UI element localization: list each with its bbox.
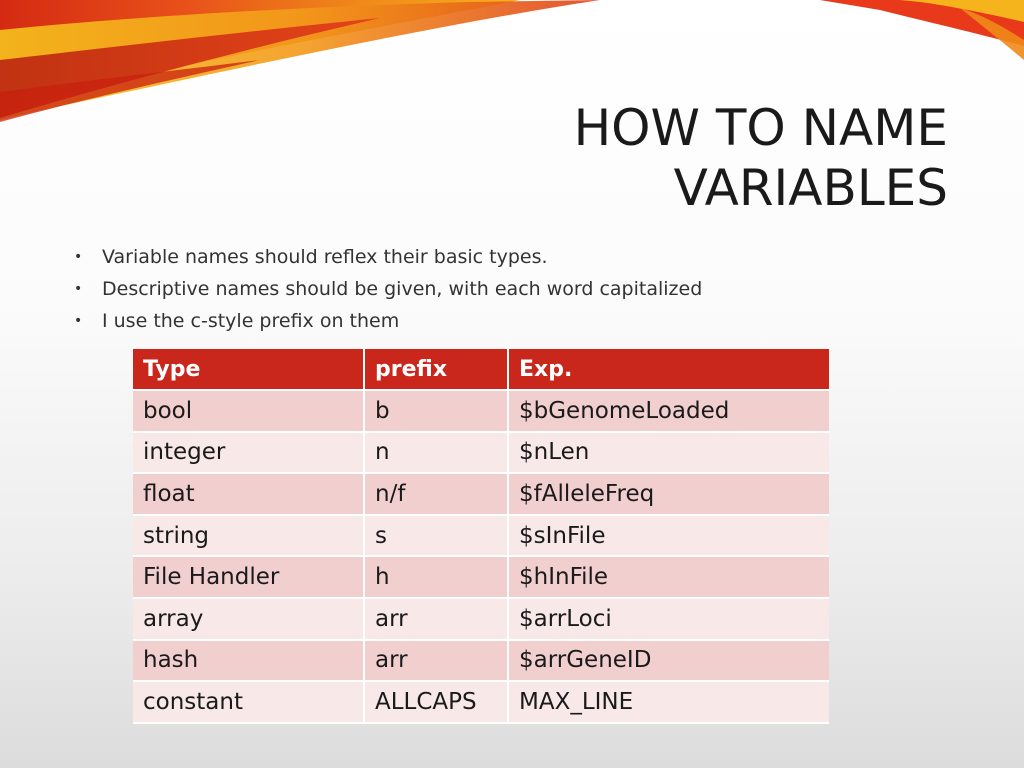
bullet-text: I use the c-style prefix on them — [102, 310, 400, 332]
table-row — [133, 599, 829, 641]
cell-example: $arrGeneID — [509, 641, 829, 683]
cell-prefix: ALLCAPS — [365, 682, 509, 724]
cell-type: bool — [133, 391, 365, 433]
cell-prefix: h — [365, 557, 509, 599]
bullet-dot-icon: • — [74, 281, 83, 297]
header-type: Type — [133, 349, 365, 391]
cell-example: $fAlleleFreq — [509, 474, 829, 516]
cell-prefix: n — [365, 433, 509, 475]
cell-type: float — [133, 474, 365, 516]
cell-prefix: arr — [365, 599, 509, 641]
bullet-dot-icon: • — [74, 313, 83, 329]
table-row — [133, 682, 829, 724]
bullet-text: Variable names should reflex their basic types. — [102, 246, 548, 268]
bullet-list — [74, 242, 702, 338]
title-line-2: VARIABLES — [673, 159, 948, 217]
cell-example: $bGenomeLoaded — [509, 391, 829, 433]
table-row — [133, 391, 829, 433]
cell-example: MAX_LINE — [509, 682, 829, 724]
table-header-row — [133, 349, 829, 391]
table-row — [133, 433, 829, 475]
cell-type: string — [133, 516, 365, 558]
table-row — [133, 516, 829, 558]
header-example: Exp. — [509, 349, 829, 391]
slide-title — [428, 98, 948, 218]
cell-prefix: b — [365, 391, 509, 433]
table-row — [133, 557, 829, 599]
cell-prefix: s — [365, 516, 509, 558]
table-row — [133, 474, 829, 516]
cell-type: constant — [133, 682, 365, 724]
header-prefix: prefix — [365, 349, 509, 391]
cell-type: array — [133, 599, 365, 641]
title-line-1: HOW TO NAME — [573, 99, 948, 157]
cell-example: $arrLoci — [509, 599, 829, 641]
bullet-dot-icon: • — [74, 249, 83, 265]
cell-type: hash — [133, 641, 365, 683]
cell-type: File Handler — [133, 557, 365, 599]
bullet-item — [74, 242, 702, 274]
cell-example: $hInFile — [509, 557, 829, 599]
cell-example: $sInFile — [509, 516, 829, 558]
bullet-item — [74, 274, 702, 306]
cell-type: integer — [133, 433, 365, 475]
cell-prefix: n/f — [365, 474, 509, 516]
bullet-text: Descriptive names should be given, with each word capitalized — [102, 278, 703, 300]
naming-table — [133, 349, 829, 724]
cell-prefix: arr — [365, 641, 509, 683]
cell-example: $nLen — [509, 433, 829, 475]
table-row — [133, 641, 829, 683]
bullet-item — [74, 306, 702, 338]
